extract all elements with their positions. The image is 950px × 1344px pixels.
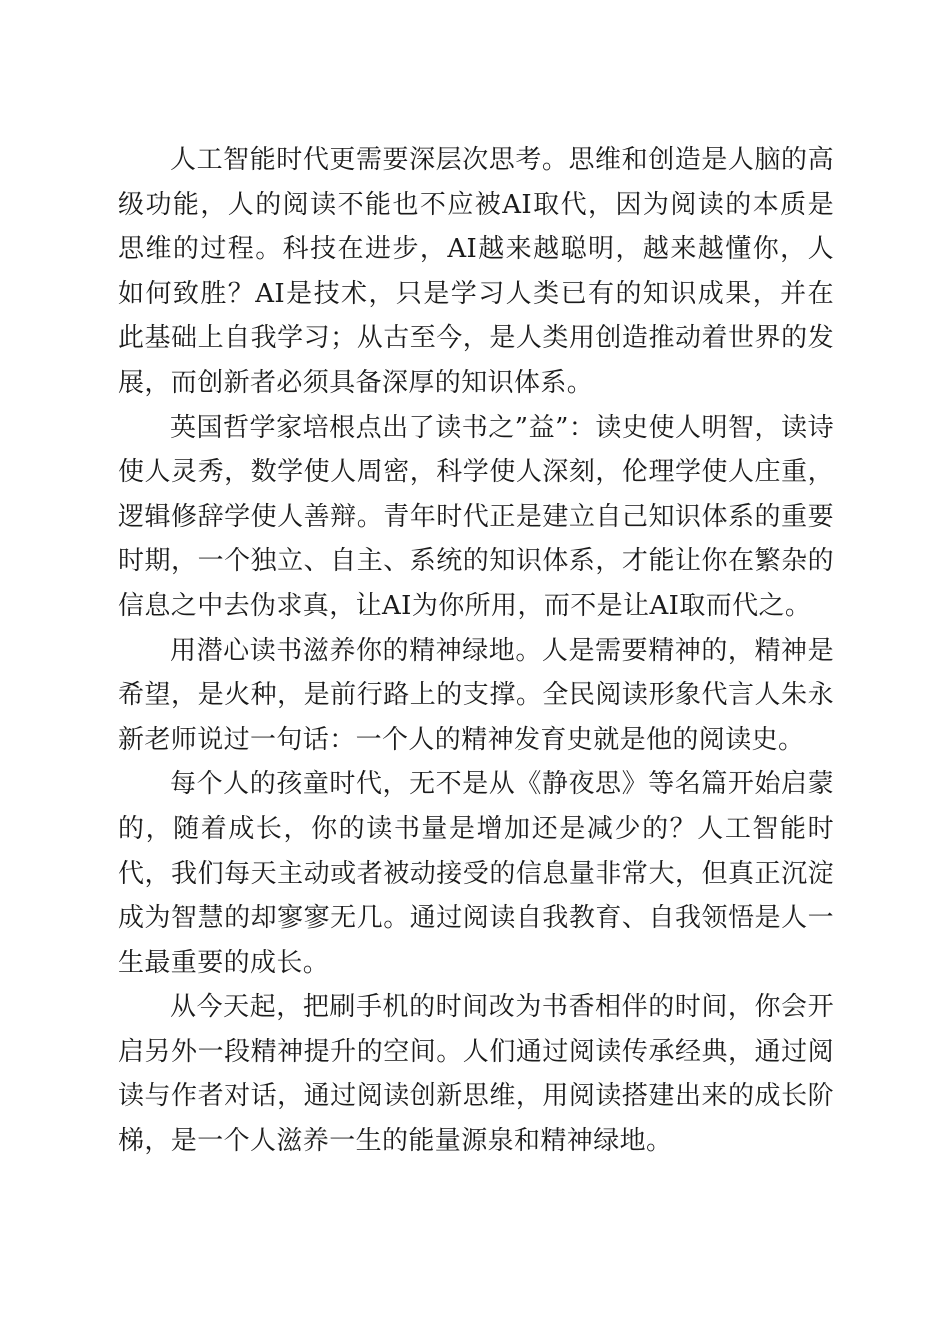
paragraph-ai-deep-thinking: 人工智能时代更需要深层次思考。思维和创造是人脑的高级功能，人的阅读不能也不应被AI取代，因为阅读的本质是思维的过程。科技在进步，AI越来越聪明，越来越懂你，人如何致胜？AI是技术，只是学习人类已有的知识成果，并在此基础上自我学习；从古至今，是人类用创造推动着世界的发展，而创新者必须具备深厚的知识体系。 [118,145,834,398]
paragraph-childhood-reading: 每个人的孩童时代，无不是从《静夜思》等名篇开始启蒙的，随着成长，你的读书量是增加还是减少的？人工智能时代，我们每天主动或者被动接受的信息量非常大，但真正沉淀成为智慧的却寥寥无几。通过阅读自我教育、自我领悟是人一生最重要的成长。 [118,769,834,978]
paragraph-bacon-quote: 英国哲学家培根点出了读书之”益”：读史使人明智，读诗使人灵秀，数学使人周密，科学使人深刻，伦理学使人庄重，逻辑修辞学使人善辩。青年时代正是建立自己知识体系的重要时期，一个独立、自主、系统的知识体系，才能让你在繁杂的信息之中去伪求真，让AI为你所用，而不是让AI取而代之。 [118,412,834,621]
paragraph-from-today: 从今天起，把刷手机的时间改为书香相伴的时间，你会开启另外一段精神提升的空间。人们通过阅读传承经典，通过阅读与作者对话，通过阅读创新思维，用阅读搭建出来的成长阶梯，是一个人滋养一生的能量源泉和精神绿地。 [118,992,834,1157]
paragraph-spiritual-garden: 用潜心读书滋养你的精神绿地。人是需要精神的，精神是希望，是火种，是前行路上的支撑。全民阅读形象代言人朱永新老师说过一句话：一个人的精神发育史就是他的阅读史。 [118,635,834,755]
document-page [118,138,834,1164]
